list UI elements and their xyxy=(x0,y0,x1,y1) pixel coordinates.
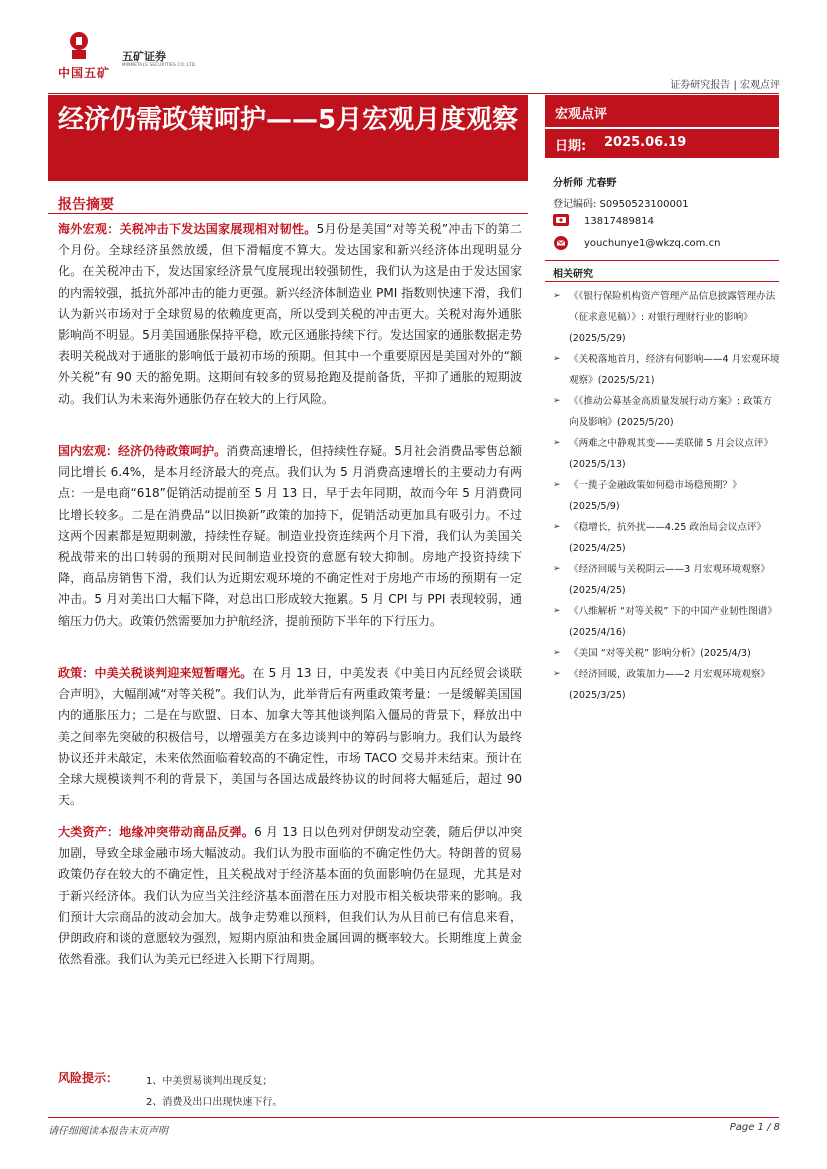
related-item[interactable]: ➢ 《稳增长，抗外扰——4.25 政治局会议点评》(2025/4/25) xyxy=(553,517,781,559)
analyst-registration: 登记编码: S0950523100001 xyxy=(553,199,689,210)
report-type: 证券研究报告 | 宏观点评 xyxy=(670,80,780,91)
report-category: 宏观点评 xyxy=(555,107,608,122)
paragraph-body: 消费高速增长，但持续性存疑。5月社会消费品零售总额同比增长 6.4%，是本月经济最大的亮点。我们认为 5 月消费高速增长的主要动力有两点：一是电商“618”促销活动提前至 5 月 13 日，早于去年同期，故而今年 5 月消费同比增长较多。二是在消费品“以旧换新”政策的加持下，促销活动更加具有吸引力。不过这两个因素都是短期刺激，持续性存疑。制造业投资连续两个月下滑，我们认为美国关税战带来的出口转弱的预期对民间制造业投资的意愿有较大抑制。房地产投资持续下降，商品房销售下滑，我们认为近期宏观环境的不确定性对于房地产市场的预期有一定冲击。5 月对美出口大幅下降，对总出口形成较大拖累。5 月 CPI 与 PPI 表现较弱，通缩压力仍大。政策仍然需要加力护航经济，提前预防下半年的下行压力。 xyxy=(58,444,522,628)
brand-name: 五矿证券 xyxy=(122,50,166,63)
related-item[interactable]: ➢ 《关税落地首月，经济有何影响——4 月宏观环境观察》(2025/5/21) xyxy=(553,349,781,391)
related-heading: 相关研究 xyxy=(553,269,593,280)
related-item[interactable]: ➢ 《八维解析 “对等关税” 下的中国产业韧性图谱》(2025/4/16) xyxy=(553,601,781,643)
related-item[interactable]: ➢ 《两难之中静观其变——美联储 5 月会议点评》(2025/5/13) xyxy=(553,433,781,475)
brand-subtitle: MINMETALS SECURITIES CO.,LTD. xyxy=(122,62,197,67)
paragraph-heading: 国内宏观：经济仍待政策呵护。 xyxy=(58,444,227,458)
logo-icon xyxy=(66,30,92,62)
paragraph-body: 6 月 13 日以色列对伊朗发动空袭，随后伊以冲突加剧，导致全球金融市场大幅波动。我们认为股市面临的不确定性仍大。特朗普的贸易政策仍存在较大的不确定性，且关税战对于经济基本面的负面影响仍在显现，尤其是对于新兴经济体。我们认为应当关注经济基本面潜在压力对股市相关板块带来的影响。我们预计大宗商品的波动会加大。战争走势难以预料，但我们认为从目前已有信息来看，伊朗政府和谈的意愿较为强烈，短期内原油和贵金属回调的概率较大。长期维度上黄金依然看涨。我们认为美元已经进入长期下行周期。 xyxy=(58,825,522,967)
related-item[interactable]: ➢ 《一揽子金融政策如何稳市场稳预期？》(2025/5/9) xyxy=(553,475,781,517)
risk-item: 1、中美贸易谈判出现反复； xyxy=(146,1076,273,1087)
header-divider xyxy=(48,93,779,94)
analyst-email[interactable]: youchunye1@wkzq.com.cn xyxy=(584,238,721,249)
analyst-name: 分析师 尤春野 xyxy=(553,178,617,189)
risk-heading: 风险提示： xyxy=(58,1071,119,1085)
paragraph-heading: 大类资产：地缘冲突带动商品反弹。 xyxy=(58,825,255,839)
related-item[interactable]: ➢ 《经济回暖，政策加力——2 月宏观环境观察》(2025/3/25) xyxy=(553,664,781,706)
footer-divider xyxy=(48,1117,779,1118)
related-divider xyxy=(545,281,779,282)
summary-paragraph-assets xyxy=(58,822,522,970)
paragraph-heading: 海外宏观：关税冲击下发达国家展现相对韧性。 xyxy=(58,222,317,236)
page-title: 经济仍需政策呵护——5月宏观月度观察 xyxy=(58,105,519,135)
risk-item: 2、消费及出口出现快速下行。 xyxy=(146,1097,283,1108)
summary-paragraph-policy xyxy=(58,663,522,811)
related-item[interactable]: ➢ 《《推动公募基金高质量发展行动方案》: 政策方向及影响》(2025/5/20) xyxy=(553,391,781,433)
date-value: 2025.06.19 xyxy=(604,135,687,150)
side-banner-divider xyxy=(545,127,779,129)
summary-divider xyxy=(48,213,528,214)
date-label: 日期: xyxy=(555,139,587,154)
related-item[interactable]: ➢ 《美国 “对等关税” 影响分析》(2025/4/3) xyxy=(553,643,781,664)
summary-paragraph-domestic xyxy=(58,441,522,632)
paragraph-body: 5月份是美国“对等关税”冲击下的第二个月份。全球经济虽然放缓，但下滑幅度不算大。发达国家和新兴经济体出现明显分化。在关税冲击下，发达国家经济景气度展现出较强韧性，我们认为这是由于发达国家的内需较强，抵抗外部冲击的能力更强。新兴经济体制造业 PMI 指数则快速下滑，我们认为新兴市场对于全球贸易的依赖度更高，所以受到关税的冲击更大。关税对海外通胀影响尚不明显。5月美国通胀保持平稳，欧元区通胀持续下行。发达国家的通胀数据走势表明关税战对于通胀的影响低于最初市场的预期。但其中一个重要原因是美国对外的“额外关税”有 90 天的豁免期。这期间有较多的贸易抢跑及提前备货，平抑了通胀的短期波动。我们认为未来海外通胀仍存在较大的上行风险。 xyxy=(58,222,522,406)
related-list xyxy=(553,286,781,706)
page-number: Page 1 / 8 xyxy=(729,1122,780,1133)
paragraph-heading: 政策：中美关税谈判迎来短暂曙光。 xyxy=(58,666,253,680)
related-item[interactable]: ➢ 《《银行保险机构资产管理产品信息披露管理办法（征求意见稿）》: 对银行理财行业的影响》(2025/5/29) xyxy=(553,286,781,349)
related-item[interactable]: ➢ 《经济回暖与关税阴云——3 月宏观环境观察》(2025/4/25) xyxy=(553,559,781,601)
logo-text: 中国五矿 xyxy=(58,66,111,80)
footer-disclaimer: 请仔细阅读本报告末页声明 xyxy=(48,1126,168,1137)
phone-icon xyxy=(553,214,569,226)
summary-heading: 报告摘要 xyxy=(58,197,114,213)
related-top-rule xyxy=(545,260,779,261)
summary-paragraph-overseas xyxy=(58,219,522,410)
email-icon xyxy=(553,236,569,250)
paragraph-body: 在 5 月 13 日，中美发表《中美日内瓦经贸会谈联合声明》，大幅削减“对等关税”。我们认为，此举背后有两重政策考量：一是缓解美国国内的通胀压力；二是在与欧盟、日本、加拿大等其他谈判陷入僵局的背景下，释放出中美之间率先突破的积极信号，以增强美方在多边谈判中的筹码与影响力。我们认为最终协议还并未敲定，未来依然面临着较高的不确定性，市场 TACO 交易并未结束。预计在全球大规模谈判不利的背景下，美国与各国达成最终协议的时间将大幅延后，超过 90 天。 xyxy=(58,666,522,808)
analyst-phone: 13817489814 xyxy=(584,216,654,227)
